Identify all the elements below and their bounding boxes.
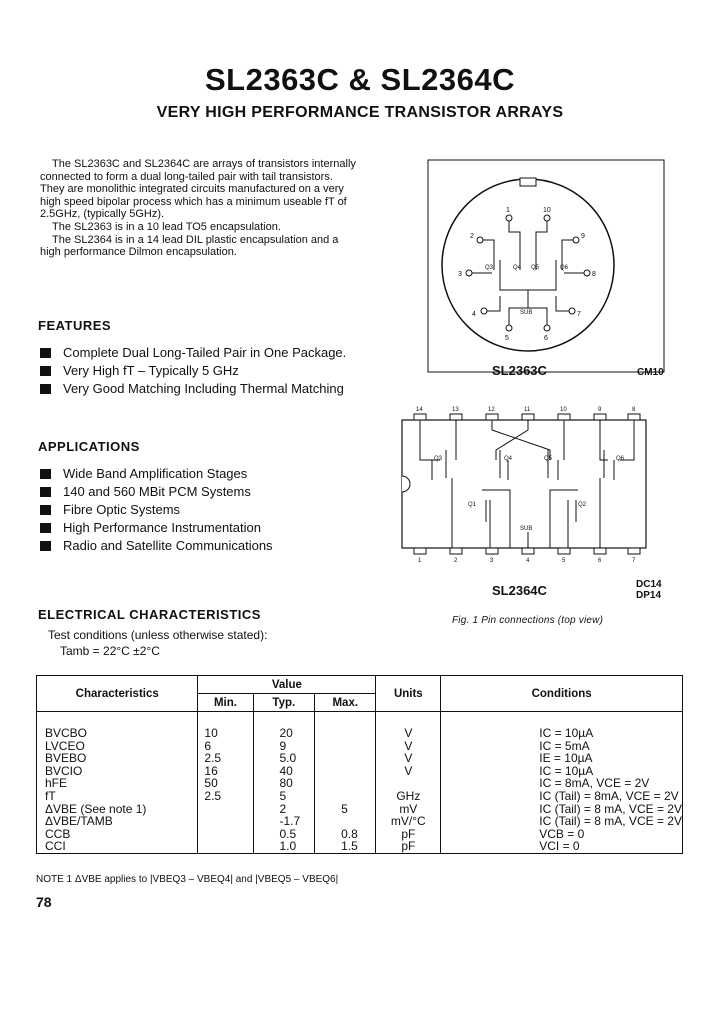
dil-pin [628,548,640,554]
table-cell-condition: IC = 10µA [539,763,594,778]
table-cell-min: 10 [204,726,218,740]
col-header-value: Value [198,676,376,694]
intro-paragraph-1: The SL2363C and SL2364C are arrays of transistors internally connected to form a dual long-tailed pair with tail transistors. They are monolithic integrated circuits manufactured on a very high speed bipolar process which has a minimum useable fT of 2.5GHz, (typically 5GHz). [40,158,356,221]
table-cell-typ: -1.7 [279,814,301,829]
dil-part-label: SL2364C [492,583,547,598]
intro-paragraph-2: The SL2363 is in a 10 lead TO5 encapsulation. [52,220,281,233]
pin-connection-figure [400,160,690,601]
table-cell-typ: 9 [279,738,287,753]
dil-pin-label: 14 [416,407,423,413]
table-cell-condition: IC (Tail) = 8 mA, VCE = 2V [539,801,682,816]
to5-pin-label: 10 [543,207,551,214]
col-header-units: Units [376,676,441,712]
to5-pin [569,308,575,314]
to5-tab [520,178,536,186]
table-cell-typ: 5 [279,788,287,803]
table-cell-max [341,752,375,765]
col-header-min: Min. [198,694,253,712]
dil-pin [558,548,570,554]
dil-pin [522,414,534,420]
features-heading: FEATURES [38,318,112,333]
bullet-icon [40,348,51,358]
table-cell-characteristic: BVCBO [45,726,88,740]
dil-transistor-label: Q2 [578,502,587,508]
table-cell-max [341,777,375,790]
table-cell-condition: IC (Tail) = 8 mA, VCE = 2V [539,814,682,829]
table-cell-units: pF [401,839,416,854]
table-cell-typ: 0.5 [279,826,297,841]
table-cell-characteristic: ΔVBE (See note 1) [45,801,147,816]
table-cell-condition: IC = 10µA [539,726,594,740]
dil-package [402,407,646,564]
table-cell-units: V [404,738,413,753]
test-conditions: Test conditions (unless otherwise stated): [48,628,268,642]
bullet-icon [40,487,51,497]
to5-pin-label: 9 [581,233,585,240]
figure-caption: Fig. 1 Pin connections (top view) [452,615,604,626]
bullet-icon [40,384,51,394]
table-cell-max: 1.5 [341,839,358,854]
table-cell-max: 5 [341,801,348,816]
dil-pins-bottom [414,548,640,554]
table-cell-units: V [404,751,413,766]
list-item: Fibre Optic Systems [40,501,273,519]
table-cell-characteristic: CCB [45,826,71,841]
dil-pin [414,414,426,420]
dil-pin [594,414,606,420]
to5-pin-label: 8 [592,271,596,278]
to5-transistor-label: Q4 [513,265,522,271]
dil-pin-label: 12 [488,407,495,413]
table-cell-characteristic: CCI [45,839,66,854]
applications-heading: APPLICATIONS [38,439,140,454]
dil-pin [594,548,606,554]
dil-sub-label: SUB [520,526,533,532]
table-cell-typ: 1.0 [279,839,297,854]
to5-pin [544,325,550,331]
table-cell-max [341,790,375,803]
table-cell-characteristic: ΔVBE/TAMB [45,814,113,829]
list-item: Wide Band Amplification Stages [40,465,273,483]
table-cell-characteristic: LVCEO [45,738,85,753]
intro-paragraph-3: The SL2364 is in a 14 lead DIL plastic encapsulation and a high performance Dilmon encapsulation. [40,233,339,259]
list-item: High Performance Instrumentation [40,519,273,537]
dil-package-label-1: DC14 [636,579,662,590]
to5-sub-label: SUB [520,310,533,316]
dil-pin [450,548,462,554]
to5-transistor-label: Q6 [560,265,569,271]
to5-transistor-label: Q5 [531,265,540,271]
conditions-column [441,712,683,854]
dil-pin-label: 6 [598,558,602,564]
bullet-icon [40,523,51,533]
table-cell-characteristic: BVCIO [45,763,83,778]
to5-pin [477,237,483,243]
table-cell-condition: IC (Tail) = 8mA, VCE = 2V [539,788,679,803]
table-cell-min [204,815,252,828]
table-cell-condition: IE = 10µA [539,751,593,766]
to5-pin [506,215,512,221]
table-cell-min: 16 [204,763,218,778]
table-note: NOTE 1 ΔVBE applies to |VBEQ3 – VBEQ4| and |VBEQ5 – VBEQ6| [36,874,339,885]
table-cell-min [204,803,252,816]
table-cell-min [204,840,252,853]
intro-text [40,158,358,259]
table-cell-min: 2.5 [204,751,222,766]
dil-pin-label: 8 [632,407,636,413]
applications-list [40,465,273,555]
table-cell-units: GHz [396,788,421,803]
dil-pin [628,414,640,420]
table-cell-condition: VCB = 0 [539,826,585,841]
bullet-icon [40,505,51,515]
table-cell-units: V [404,763,413,778]
dil-pin-label: 2 [454,558,458,564]
table-cell-max [341,727,375,740]
table-cell-characteristic: fT [45,788,56,803]
to5-part-label: SL2363C [492,363,547,378]
table-cell-typ: 20 [279,726,293,740]
min-column [198,712,253,854]
dil-pin-label: 1 [418,558,422,564]
dil-package-label-2: DP14 [636,590,662,601]
table-cell-characteristic: BVEBO [45,751,87,766]
table-cell-typ: 5.0 [279,751,297,766]
table-cell-max [341,815,375,828]
document-subtitle: VERY HIGH PERFORMANCE TRANSISTOR ARRAYS [156,104,564,121]
dil-pin [450,414,462,420]
to5-transistor-label: Q3 [485,265,494,271]
to5-pin [506,325,512,331]
electrical-characteristics-table [36,675,683,854]
dil-pin-label: 5 [562,558,566,564]
bullet-icon [40,469,51,479]
list-item: Radio and Satellite Communications [40,537,273,555]
typ-column [253,712,315,854]
dil-transistor-label: Q3 [434,456,443,462]
list-item: Very High fT – Typically 5 GHz [40,362,346,380]
to5-pin [466,270,472,276]
to5-pin-label: 1 [506,207,510,214]
characteristics-column [37,712,198,854]
dil-pin [486,548,498,554]
to5-package-label: CM10 [637,367,664,378]
dil-pins-top [414,414,640,420]
dil-pin [558,414,570,420]
table-cell-condition: IC = 8mA, VCE = 2V [539,776,650,791]
dil-pin-label: 11 [524,407,531,413]
dil-transistor-label: Q4 [504,456,513,462]
page-number: 78 [36,894,52,910]
to5-pin-label: 7 [577,311,581,318]
dil-notch [402,476,410,492]
col-header-characteristics: Characteristics [37,676,198,712]
to5-pin [573,237,579,243]
dil-pin-label: 7 [632,558,636,564]
table-cell-min: 2.5 [204,788,222,803]
dil-transistor-label: Q1 [468,502,477,508]
table-cell-condition: IC = 5mA [539,738,590,753]
ambient-temperature: Tamb = 22°C ±2°C [60,644,160,658]
to5-outline [442,179,614,351]
table-cell-units: mV/°C [390,814,426,829]
table-cell-condition: VCI = 0 [539,839,580,854]
to5-pin-label: 6 [544,335,548,342]
to5-pin [584,270,590,276]
to5-pin-label: 3 [458,271,462,278]
dil-pin-label: 9 [598,407,602,413]
list-item: 140 and 560 MBit PCM Systems [40,483,273,501]
dil-pin-label: 4 [526,558,530,564]
table-cell-units: mV [399,801,418,816]
dil-transistor-label: Q6 [616,456,625,462]
to5-pin-label: 5 [505,335,509,342]
table-cell-min: 50 [204,776,218,791]
to5-pin-label: 4 [472,311,476,318]
table-cell-min: 6 [204,738,212,753]
dil-pin [486,414,498,420]
to5-pin [544,215,550,221]
table-cell-max [341,765,375,778]
dil-transistor-label: Q5 [544,456,553,462]
list-item: Very Good Matching Including Thermal Matching [40,380,346,398]
table-cell-characteristic: hFE [45,776,68,791]
table-cell-typ: 40 [279,763,293,778]
bullet-icon [40,366,51,376]
to5-pin [481,308,487,314]
col-header-max: Max. [315,694,376,712]
table-cell-units: V [404,726,413,740]
col-header-conditions: Conditions [441,676,683,712]
table-cell-max [341,740,375,753]
dil-pin-label: 10 [560,407,567,413]
table-cell-max: 0.8 [341,826,358,841]
dil-pin [414,548,426,554]
bullet-icon [40,541,51,551]
document-title: SL2363C & SL2364C [204,62,516,97]
to5-pin-label: 2 [470,233,474,240]
electrical-heading: ELECTRICAL CHARACTERISTICS [38,607,261,622]
table-cell-typ: 80 [279,776,293,791]
features-list [40,344,346,398]
col-header-typ: Typ. [253,694,315,712]
table-cell-typ: 2 [279,801,287,816]
table-cell-units: pF [401,826,416,841]
units-column [376,712,441,854]
max-column [315,712,376,854]
list-item: Complete Dual Long-Tailed Pair in One Package. [40,344,346,362]
dil-pin-label: 3 [490,558,494,564]
table-cell-min [204,828,252,841]
dil-pin-label: 13 [452,407,459,413]
dil-pin [522,548,534,554]
